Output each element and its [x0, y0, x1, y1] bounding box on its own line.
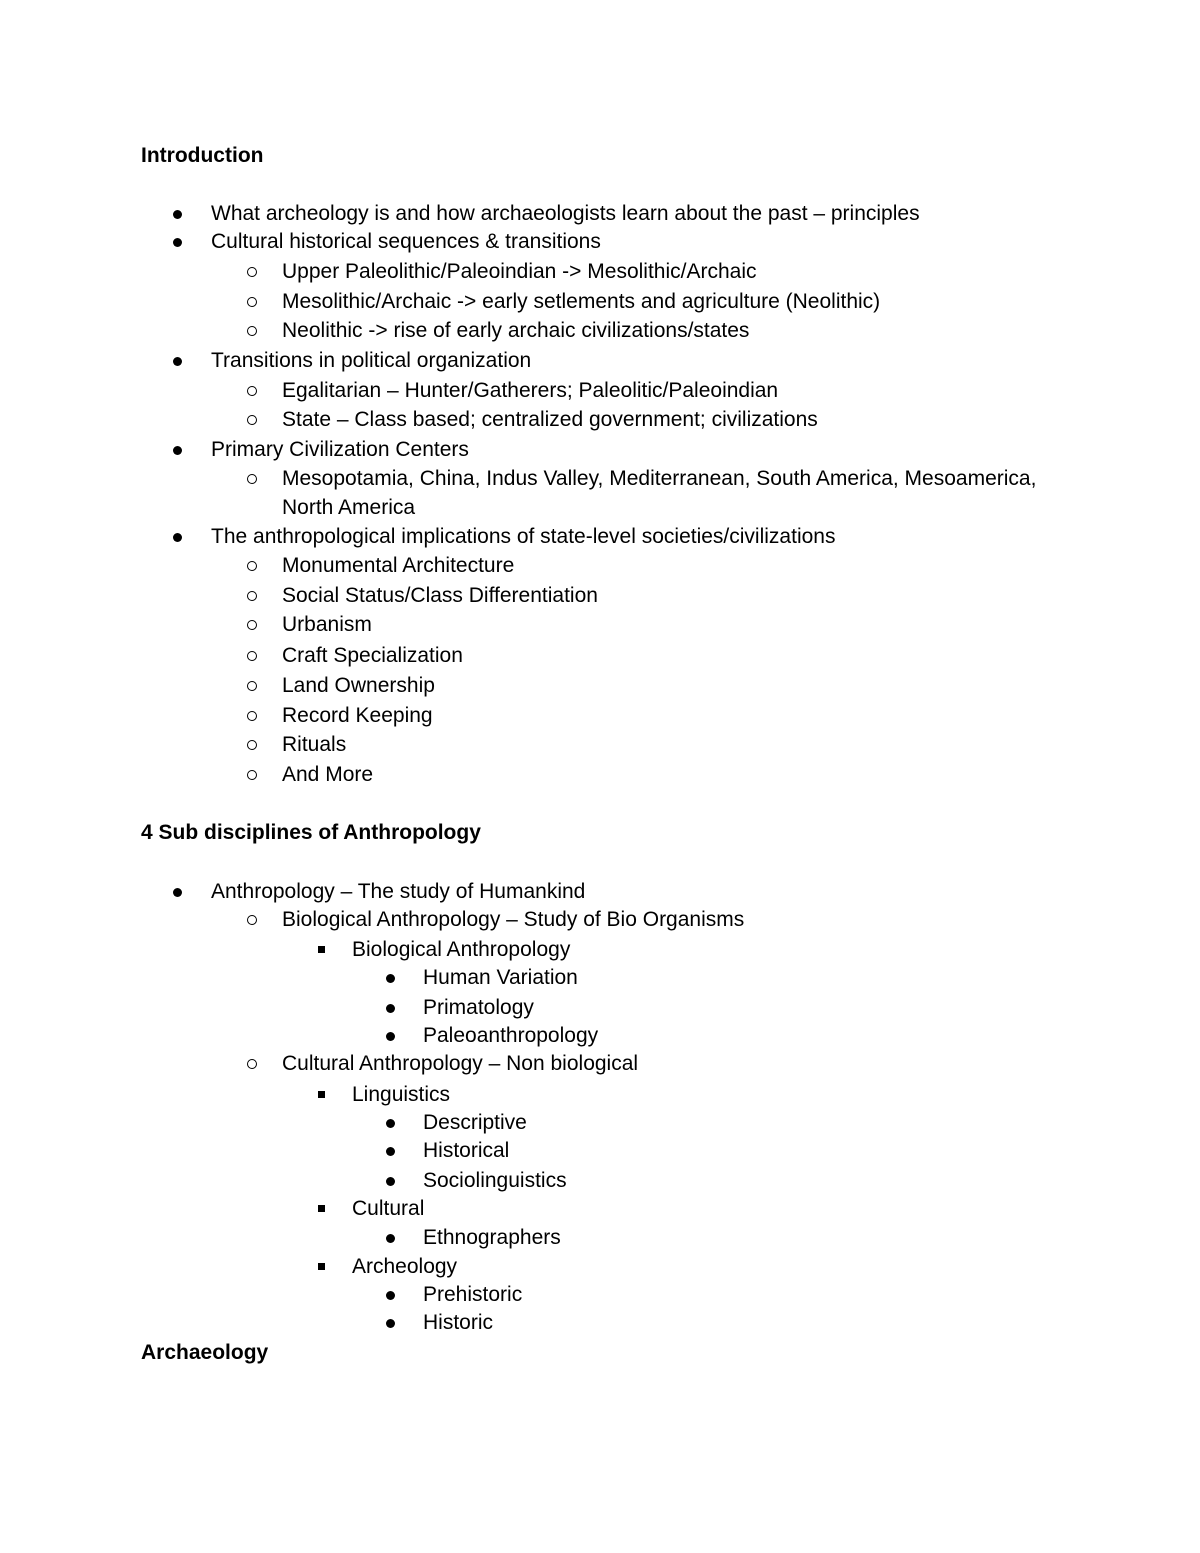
list-item-text: Linguistics [352, 1083, 451, 1106]
list-item [423, 965, 578, 991]
list-item [423, 1282, 522, 1308]
bullet-icon [386, 1177, 395, 1186]
list-item [423, 1310, 493, 1336]
list-item [211, 524, 835, 550]
list-item-text: Record Keeping [282, 704, 433, 727]
list-item [282, 643, 463, 669]
heading-archaeology: Archaeology [141, 1341, 269, 1364]
square-bullet-icon [318, 1205, 325, 1212]
circle-bullet-icon [247, 915, 257, 925]
circle-bullet-icon [247, 474, 257, 484]
circle-bullet-icon [247, 561, 257, 571]
list-item-text: Archeology [352, 1255, 458, 1278]
bullet-icon [173, 888, 182, 897]
list-item-text: Paleoanthropology [423, 1024, 599, 1047]
list-item-text: Ethnographers [423, 1226, 561, 1249]
bullet-icon [173, 533, 182, 542]
list-item-text: Mesopotamia, China, Indus Valley, Mediterranean, South America, Mesoamerica, [282, 467, 1037, 490]
list-item-text: Historical [423, 1139, 510, 1162]
bullet-icon [386, 1291, 395, 1300]
list-item [211, 437, 469, 463]
bullet-icon [386, 1234, 395, 1243]
bullet-icon [173, 210, 182, 219]
list-item-text: Mesolithic/Archaic -> early setlements and agriculture (Neolithic) [282, 290, 881, 313]
bullet-icon [386, 1032, 395, 1041]
list-item-text: Sociolinguistics [423, 1169, 567, 1192]
list-item-text: Primatology [423, 996, 534, 1019]
list-item [282, 703, 433, 729]
circle-bullet-icon [247, 386, 257, 396]
list-item [282, 378, 778, 404]
heading-introduction: Introduction [141, 144, 264, 167]
bullet-icon [386, 974, 395, 983]
list-item [352, 1082, 450, 1108]
list-item [211, 201, 920, 227]
list-item-text: Anthropology – The study of Humankind [211, 880, 586, 903]
square-bullet-icon [318, 1091, 325, 1098]
list-item-text: Egalitarian – Hunter/Gatherers; Paleolitic/Paleoindian [282, 379, 779, 402]
list-item [282, 407, 818, 433]
list-item-text: Cultural Anthropology – Non biological [282, 1052, 639, 1075]
list-item [282, 612, 372, 638]
list-item [282, 907, 744, 933]
list-item [211, 348, 531, 374]
bullet-icon [173, 357, 182, 366]
list-item [352, 937, 570, 963]
bullet-icon [386, 1119, 395, 1128]
list-item-text: The anthropological implications of state-level societies/civilizations [211, 525, 836, 548]
list-item-text: Cultural [352, 1197, 425, 1220]
heading-sub-disciplines: 4 Sub disciplines of Anthropology [141, 821, 481, 844]
list-item [423, 1168, 567, 1194]
circle-bullet-icon [247, 681, 257, 691]
list-item-text: State – Class based; centralized government; civilizations [282, 408, 818, 431]
list-item-text: Primary Civilization Centers [211, 438, 469, 461]
list-item [423, 995, 534, 1021]
circle-bullet-icon [247, 1059, 257, 1069]
bullet-icon [173, 238, 182, 247]
square-bullet-icon [318, 1263, 325, 1270]
list-item [352, 1196, 424, 1222]
list-item-text: Craft Specialization [282, 644, 463, 667]
list-item [282, 466, 1036, 492]
circle-bullet-icon [247, 326, 257, 336]
list-item [282, 259, 757, 285]
list-item-text: Rituals [282, 733, 347, 756]
list-item [423, 1138, 509, 1164]
list-item-text: North America [282, 496, 416, 519]
list-item [211, 879, 585, 905]
bullet-icon [386, 1319, 395, 1328]
list-item-text: Transitions in political organization [211, 349, 532, 372]
list-item-text: And More [282, 763, 374, 786]
circle-bullet-icon [247, 415, 257, 425]
bullet-icon [173, 446, 182, 455]
list-item-continuation [282, 495, 415, 521]
list-item-text: Monumental Architecture [282, 554, 515, 577]
list-item [423, 1023, 598, 1049]
list-item [211, 229, 601, 255]
list-item [282, 583, 598, 609]
list-item-text: Biological Anthropology [352, 938, 571, 961]
list-item-text: Neolithic -> rise of early archaic civilizations/states [282, 319, 750, 342]
square-bullet-icon [318, 946, 325, 953]
list-item [282, 289, 880, 315]
list-item [352, 1254, 457, 1280]
circle-bullet-icon [247, 740, 257, 750]
circle-bullet-icon [247, 770, 257, 780]
list-item-text: Biological Anthropology – Study of Bio Organisms [282, 908, 745, 931]
list-item-text: Cultural historical sequences & transitions [211, 230, 601, 253]
list-item-text: Descriptive [423, 1111, 527, 1134]
list-item [282, 673, 435, 699]
list-item [282, 1051, 638, 1077]
list-item [282, 553, 514, 579]
circle-bullet-icon [247, 620, 257, 630]
bullet-icon [386, 1147, 395, 1156]
circle-bullet-icon [247, 297, 257, 307]
list-item-text: Social Status/Class Differentiation [282, 584, 598, 607]
list-item [423, 1225, 561, 1251]
circle-bullet-icon [247, 711, 257, 721]
list-item-text: What archeology is and how archaeologists learn about the past – principles [211, 202, 920, 225]
circle-bullet-icon [247, 651, 257, 661]
list-item [423, 1110, 527, 1136]
list-item [282, 762, 373, 788]
list-item-text: Historic [423, 1311, 494, 1334]
list-item-text: Human Variation [423, 966, 578, 989]
bullet-icon [386, 1004, 395, 1013]
list-item-text: Upper Paleolithic/Paleoindian -> Mesolithic/Archaic [282, 260, 757, 283]
circle-bullet-icon [247, 267, 257, 277]
list-item-text: Prehistoric [423, 1283, 523, 1306]
list-item [282, 732, 346, 758]
list-item-text: Land Ownership [282, 674, 435, 697]
list-item-text: Urbanism [282, 613, 372, 636]
circle-bullet-icon [247, 591, 257, 601]
list-item [282, 318, 749, 344]
